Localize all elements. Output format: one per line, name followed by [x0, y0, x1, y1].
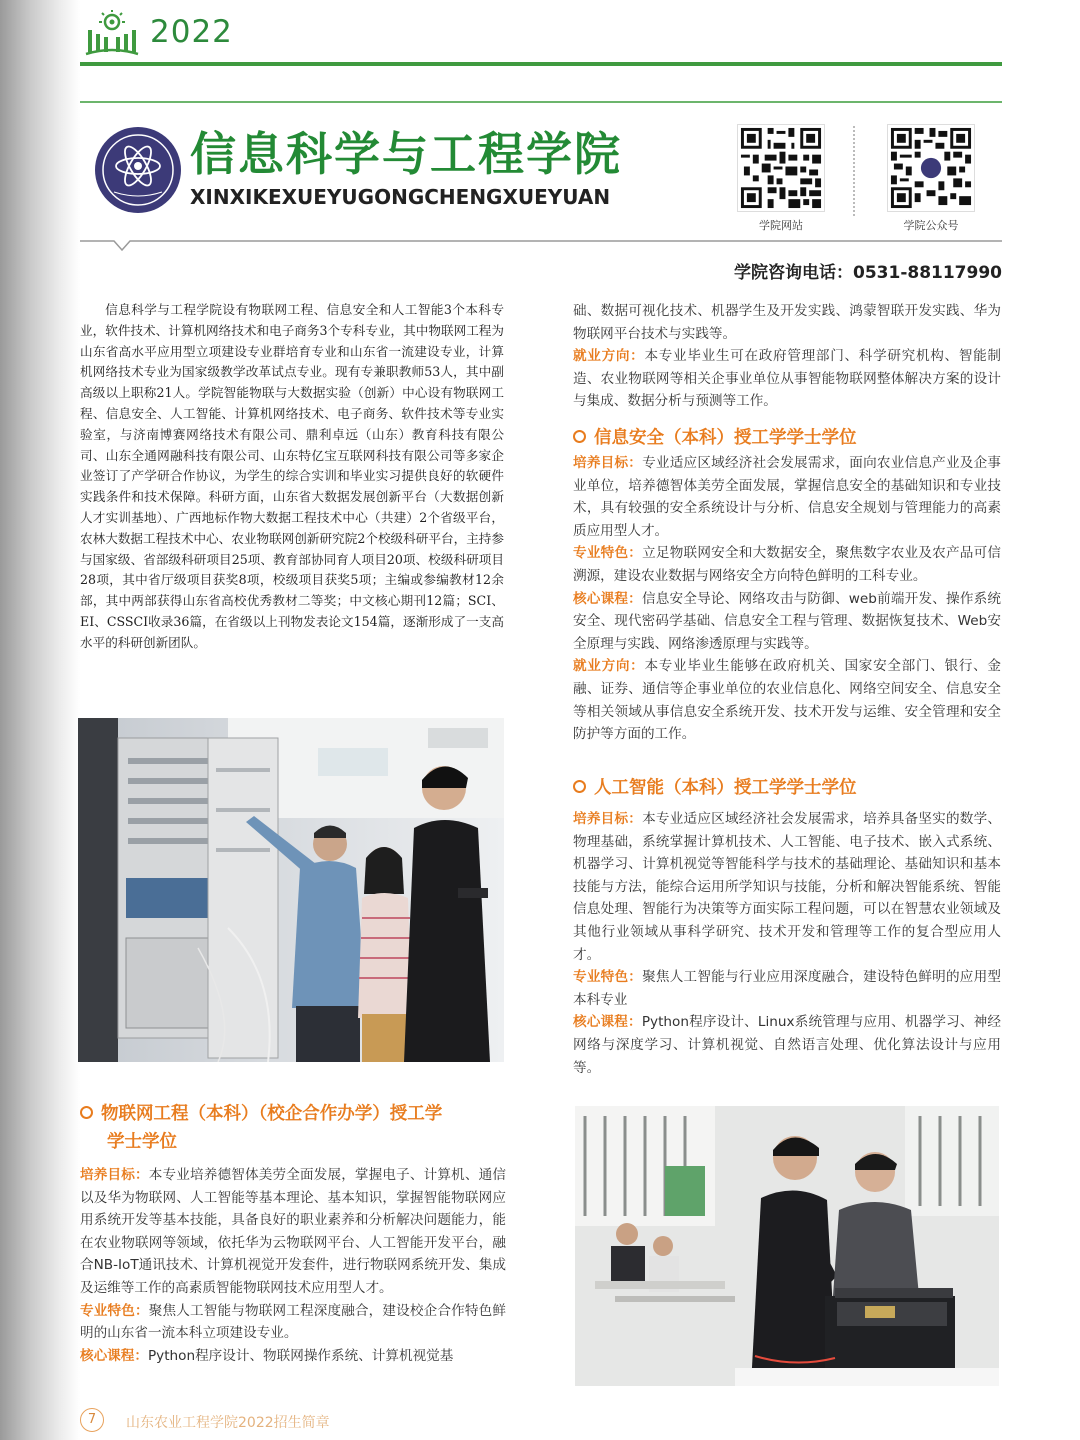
qr-code-icon [888, 125, 974, 211]
lab-photo-network [78, 718, 504, 1062]
college-pinyin: XINXIKEXUEYUGONGCHENGXUEYUAN [190, 185, 611, 209]
ai-details: 培养目标：本专业适应区域经济社会发展需求，培养具备坚实的数学、物理基础，系统掌握计算机技术、人工智能、电子技术、嵌入式系统、机器学习、计算机视觉等智能科学与技术的基础理论、基础知识和基本技能与方法，能综合运用所学知识与技能，分析和解决智能系统、智能信息处理、智能行为决策等方面实际工程问题，可以在智慧农业领域及其他行业领域从事科学研究、技术开发和管理等工作的复合型应用人才。 专业特色：聚焦人工智能与行业应用深度融合，建设特色鲜明的应用型本科专业 核心课程：Python程序设计、Linux系统管理与应用、机器学习、神经网络与深度学习、计算机视觉、自然语言处理、优化算法设计与应用等。 [573, 811, 1002, 1076]
bullet-ring-icon [573, 430, 586, 443]
lab-photo-hardware [575, 1106, 999, 1386]
year-label: 2022 [150, 14, 233, 50]
section-title-iot: 物联网工程（本科）（校企合作办学）授工学 学士学位 [80, 1100, 510, 1156]
book-leaf-logo-icon [84, 10, 140, 56]
qr-label-wechat: 学院公众号 [903, 219, 959, 232]
page-number: 7 [80, 1408, 104, 1432]
iot-details-cont: 础、数据可视化技术、机器学生及开发实践、鸿蒙智联开发实践、华为物联网平台技术与实践等。 就业方向：本专业毕业生可在政府管理部门、科学研究机构、智能制造、农业物联网等相关企事业单位从事智能物联网整体解决方案的设计与集成、数据分析与预测等工作。 [573, 303, 1002, 410]
iot-details: 培养目标：本专业培养德智体美劳全面发展，掌握电子、计算机、通信以及华为物联网、人工智能等基本理论、基本知识，掌握智能物联网应用系统开发等基本技能，具备良好的职业素养和分析解决问题能力，能在农业物联网等领域，依托华为云物联网平台、人工智能开发平台，融合NB-IoT通讯技术、计算机视觉开发套件，进行物联网系统开发、集成及运维等工作的高素质智能物联网技术应用型人才。 专业特色：聚焦人工智能与物联网工程深度融合，建设校企合作特色鲜明的山东省一流本科立项建设专业。 核心课程：Python程序设计、物联网操作系统、计算机视觉基 [80, 1167, 506, 1364]
college-intro: 信息科学与工程学院设有物联网工程、信息安全和人工智能3个本科专业，软件技术、计算机网络技术和电子商务3个专科专业，其中物联网工程为山东省高水平应用型立项建设专业群培育专业和山东省一流建设专业，计算机网络技术专业为国家级教学改革试点专业。现有专兼职教师53人，其中副高级以上职称21人。学院智能物联与大数据实验（创新）中心设有物联网工程、信息安全、人工智能、计算机网络技术、电子商务、软件技术等专业实验室，与济南博赛网络技术有限公司、鼎利卓远（山东）教育科技有限公司、山东全通网融科技有限公司、山东特亿宝互联网科技有限公司等多家企业签订了产学研合作协议，为学生的综合实训和毕业实习提供良好的软硬件实践条件和技术保障。科研方面，山东省大数据发展创新平台（大数据创新人才实训基地）、广西地标作物大数据工程技术中心（共建）2个省级平台，农林大数据工程技术中心、农业物联网创新研究院2个校级科研平台，主持参与国家级、省部级科研项目25项、教育部协同育人项目20项、校级科研项目28项，其中省厅级项目获奖8项，校级项目获奖5项；主编或参编教材12余部，其中两部获得山东省高校优秀教材二等奖；中文核心期刊12篇；SCI、EI、CSSCI收录36篇，在省级以上刊物发表论文154篇，逐渐形成了一支高水平的科研创新团队。 [80, 302, 504, 650]
footer-title: 山东农业工程学院2022招生简章 [126, 1415, 330, 1431]
qr-divider [853, 126, 855, 216]
section-title-ai: 人工智能（本科）授工学学士学位 [573, 774, 1003, 802]
qr-code-website[interactable] [737, 124, 825, 212]
header-rule [80, 62, 1002, 66]
bullet-ring-icon [573, 780, 586, 793]
section-title-security: 信息安全（本科）授工学学士学位 [573, 424, 1003, 452]
header-rule-thin [80, 101, 1002, 103]
header-divider [80, 241, 1002, 243]
college-title: 信息科学与工程学院 [190, 127, 622, 181]
college-emblem-icon [94, 126, 182, 214]
qr-label-website: 学院网站 [759, 219, 803, 232]
security-details: 培养目标：专业适应区域经济社会发展需求，面向农业信息产业及企事业单位，培养德智体美劳全面发展，掌握信息安全的基础知识和专业技术，具有较强的安全系统设计与分析、信息安全规划与管理能力的高素质应用型人才。 专业特色：立足物联网安全和大数据安全，聚焦数字农业及农产品可信溯源，建设农业数据与网络安全方向特色鲜明的工科专业。 核心课程：信息安全导论、网络攻击与防御、web前端开发、操作系统安全、现代密码学基础、信息安全工程与管理、数据恢复技术、Web安全原理与实践、网络渗透原理与实践等。 就业方向：本专业毕业生能够在政府机关、国家安全部门、银行、金融、证券、通信等企事业单位的农业信息化、网络空间安全、信息安全等相关领域从事信息安全系统开发、技术开发与运维、安全管理和安全防护等方面的工作。 [573, 455, 1002, 743]
bullet-ring-icon [80, 1106, 93, 1119]
qr-code-wechat[interactable] [887, 124, 975, 212]
college-hotline: 学院咨询电话：0531-88117990 [734, 263, 1002, 283]
qr-code-icon [738, 125, 824, 211]
